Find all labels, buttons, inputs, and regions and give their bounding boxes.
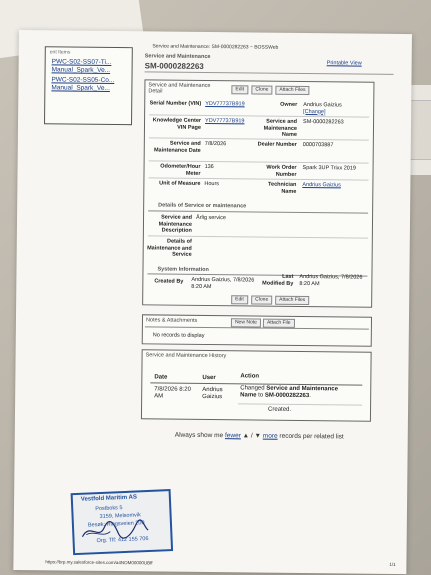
show-suffix: records per related list [277,432,344,441]
unit-of-measure-value: Hours [204,180,220,188]
fewer-arrow-icon: ▲ [242,432,250,440]
edit-button-top[interactable]: Edit [231,85,248,94]
history-row-date: 7/8/2026 8:20 AM [154,386,191,400]
notes-attachments-section [142,314,372,346]
clone-button-top[interactable]: Clone [251,85,272,94]
more-link[interactable]: more [262,432,278,440]
knowledge-center-label: Knowledge Center VIN Page [152,117,202,131]
detail-header: Service and Maintenance Detail [148,82,211,95]
owner-value [303,102,363,116]
recent-items-panel [44,46,133,125]
no-records-text: No records to display [152,332,205,339]
recent-items-header: ent Items [49,49,71,56]
history-row-created: Created. [268,406,292,413]
technician-label: Technician Name [268,181,297,195]
work-order-label: Work Order Number [266,164,297,178]
dealer-number-label: Dealer Number [257,141,297,148]
history-row-user: Andrius Gaizius [202,386,223,401]
record-number: SM-0000282263 [144,61,204,71]
stamp-line-4: Besøk: Ringsveien 200 [87,520,145,529]
printed-page [13,30,412,574]
history-section [141,349,372,421]
attach-file-button[interactable]: Attach File [263,319,295,328]
action-end: . [309,393,311,400]
notes-header: Notes & Attachments [145,317,198,324]
edit-button-bottom[interactable]: Edit [231,295,248,304]
details-subheading: Details of Service or maintenance [158,202,247,210]
recent-item-link-1[interactable]: PWC-S02-SS07-Ti... Manual_Spark_Ve... [51,58,112,74]
sm-date-label: Service and Maintenance Date [153,140,201,154]
stamp-line-1: Vestfold Maritim AS [80,494,138,503]
stamp-line-3: 3159, Melsomvik [99,512,141,521]
action-to: to [256,392,265,399]
history-column-user: User [202,374,216,382]
work-order-value: Spark 3UP Trixx 2019 [302,164,357,172]
history-header: Service and Maintenance History [145,352,227,360]
description-label: Service and Maintenance Description [158,214,193,234]
history-column-action: Action [240,373,260,380]
show-prefix: Always show me [174,431,226,440]
system-info-subheading: System Information [157,266,209,274]
owner-change-link[interactable]: [Change] [303,108,326,115]
records-per-list-control: Always show me fewer ▲ / ▼ more records per related list [174,431,344,441]
created-by-label: Created By [154,278,184,285]
subheading-divider [148,210,368,213]
history-column-date: Date [154,374,168,381]
owner-name: Andrius Gaizius [303,101,342,109]
description-value: Årlig service [196,214,227,222]
action-field: Service and Maintenance Name [240,385,339,399]
print-header: Service and Maintenance: SM-0000282263 ~ BOSSWeb [152,43,279,51]
detail-section [142,79,374,307]
page-url: https://brp.my.salesforce-sites.com/a4NOM00000UBff [45,559,153,566]
new-note-button[interactable]: New Note [231,318,261,327]
odometer-value: 136 [204,163,214,171]
knowledge-center-link[interactable]: YDV77737B919 [205,117,245,125]
stamp-line-5: Org. Tlf: 412 155 706 [96,536,149,545]
printable-view-link[interactable]: Printable View [326,60,362,67]
recent-item-link-2[interactable]: PWC-S02-SS05-Co... Manual_Spark_Ve... [51,76,115,92]
attach-files-button-top[interactable]: Attach Files [275,86,309,95]
action-value: SM-0000282263 [264,392,310,400]
history-row-action [240,385,350,400]
sm-name-value: SM-0000282263 [303,118,344,126]
page-number: 1/1 [389,561,396,567]
technician-link[interactable]: Andrius Gaizius [302,181,341,189]
sm-name-label: Service and Maintenance Name [263,118,298,138]
action-prefix: Changed [240,385,267,392]
company-stamp [71,489,174,555]
dealer-number-value: 0000703887 [302,141,334,149]
fewer-link[interactable]: fewer [224,432,241,440]
created-by-value: Andrius Gaizius, 7/8/2026 8:20 AM [191,276,255,290]
details-label: Details of Maintenance and Service [147,238,192,258]
history-row-divider [238,403,362,405]
unit-of-measure-label: Unit of Measure [159,180,201,187]
clone-button-bottom[interactable]: Clone [251,295,272,304]
stamp-line-2: Postboks 5 [95,505,123,513]
more-arrow-icon: ▼ [254,432,262,440]
owner-label: Owner [280,101,298,108]
last-modified-value: Andrius Gaizius, 7/8/2026 8:20 AM [299,273,363,287]
attach-files-button-bottom[interactable]: Attach Files [275,296,309,305]
title-divider [145,71,394,75]
sm-date-value: 7/8/2026 [204,140,227,148]
page-title: Service and Maintenance [144,53,211,61]
serial-number-label: Serial Number (VIN) [149,100,202,107]
odometer-label: Odometer/Hour Meter [160,163,201,177]
serial-number-link[interactable]: YDV77737B919 [205,100,245,108]
last-modified-label: Last Modified By [262,273,294,287]
signature-scribble [80,518,151,543]
